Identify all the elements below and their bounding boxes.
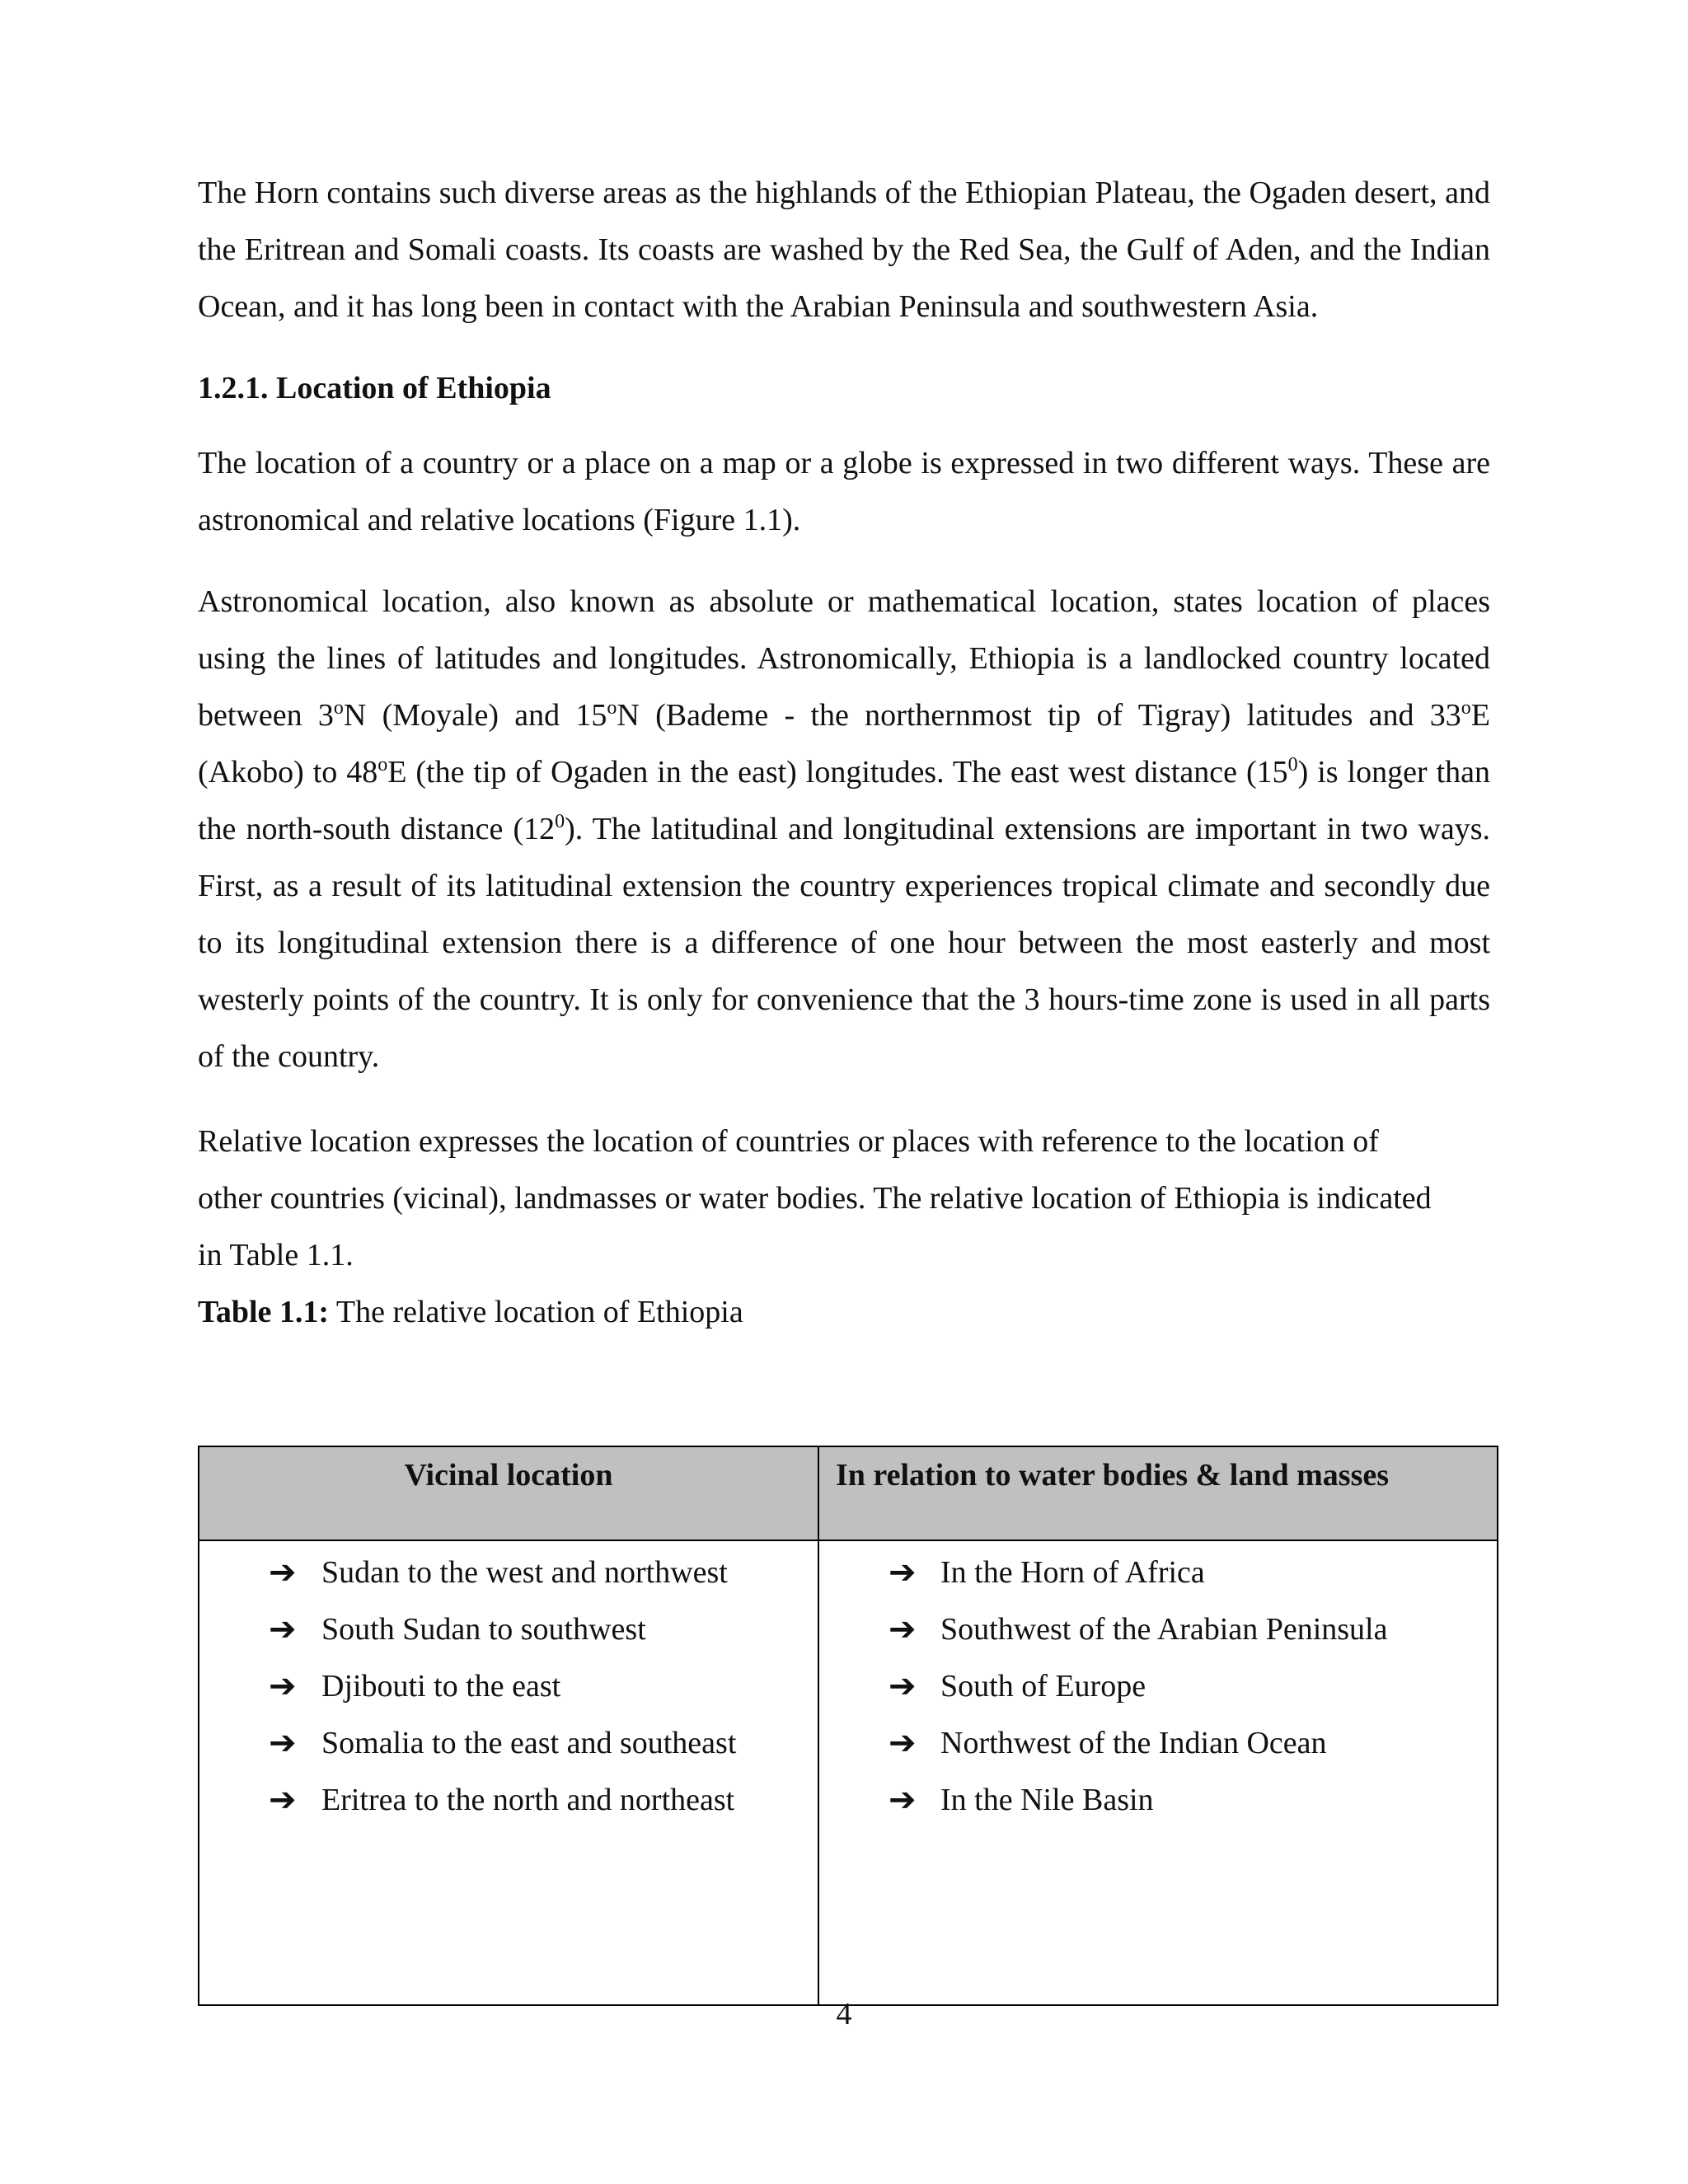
arrow-right-icon: ➔ <box>269 1724 297 1762</box>
degree-sup: 0 <box>555 811 565 832</box>
table-header-row <box>199 1446 1498 1540</box>
list-item: ➔ In the Nile Basin <box>819 1772 1497 1829</box>
arrow-right-icon: ➔ <box>269 1610 297 1648</box>
paragraph-horn: The Horn contains such diverse areas as the highlands of the Ethiopian Plateau, the Ogaden desert, and the Eritrean and Somali coasts. Its coasts are washed by the Red Sea, the Gulf of Aden, and the Indian Ocean, and it has long been in contact with the Arabian Peninsula and southwestern Asia. <box>198 176 1490 324</box>
arrow-right-icon: ➔ <box>269 1667 297 1705</box>
paragraph-relative: Relative location expresses the location of countries or places with reference to the location of other countries (vicinal), landmasses or water bodies. The relative location of Ethiopia is indicated in Table 1.1. <box>198 1124 1432 1272</box>
relative-location-table <box>198 1446 1498 2006</box>
list-item: ➔ Eritrea to the north and northeast <box>199 1772 818 1829</box>
arrow-right-icon: ➔ <box>889 1554 917 1591</box>
list-item: ➔ Somalia to the east and southeast <box>199 1715 818 1772</box>
arrow-right-icon: ➔ <box>889 1781 917 1819</box>
table-caption-text: The relative location of Ethiopia <box>329 1295 743 1329</box>
water-bodies-list <box>819 1544 1497 1829</box>
arrow-right-icon: ➔ <box>889 1667 917 1705</box>
degree-sup: 0 <box>1287 754 1298 776</box>
page-body <box>198 165 1490 1341</box>
list-item: ➔ Djibouti to the east <box>199 1658 818 1715</box>
vicinal-location-cell <box>199 1540 818 2005</box>
section-heading: 1.2.1. Location of Ethiopia <box>198 371 551 405</box>
arrow-right-icon: ➔ <box>889 1610 917 1648</box>
list-item: ➔ Sudan to the west and northwest <box>199 1544 818 1601</box>
list-item: ➔ Southwest of the Arabian Peninsula <box>819 1601 1497 1658</box>
degree-sup: o <box>1461 697 1471 719</box>
list-item: ➔ South of Europe <box>819 1658 1497 1715</box>
table-caption-label: Table 1.1: <box>198 1295 330 1329</box>
vicinal-list <box>199 1544 818 1829</box>
degree-sup: o <box>333 697 344 719</box>
header-vicinal-location: Vicinal location <box>199 1446 818 1540</box>
arrow-right-icon: ➔ <box>889 1724 917 1762</box>
degree-sup: o <box>607 697 617 719</box>
table-row <box>199 1540 1498 2005</box>
page-number: 4 <box>836 1997 852 2032</box>
list-item: ➔ Northwest of the Indian Ocean <box>819 1715 1497 1772</box>
paragraph-location-intro: The location of a country or a place on a map or a globe is expressed in two different ways. These are astronomical and relative locations (Figure 1.1). <box>198 446 1490 537</box>
water-bodies-cell <box>818 1540 1498 2005</box>
degree-sup: o <box>377 754 388 776</box>
arrow-right-icon: ➔ <box>269 1554 297 1591</box>
paragraph-astronomical: Astronomical location, also known as absolute or mathematical location, states location of places using the lines of latitudes and longitudes. Astronomically, Ethiopia is a landlocked country located between 3$^o$N (Moyale) and 15$^o$N (Bademe - the northernmost tip of Tigray) latitudes and 33$^o$E (Akobo) to 48$^o$E (the tip of Ogaden in the east) longitudes. The east west distance $(15^0)$ is longer than the north-south distance $(12^0)$. The latitudinal and longitudinal extensions are important in two ways. First, as a result of its latitudinal extension the country experiences tropical climate and secondly due to its longitudinal extension there is a difference of one hour between the most easterly and most westerly points of the country. It is only for convenience that the 3 hours-time zone is used in all parts of the country. <box>198 584 1490 1074</box>
list-item: ➔ In the Horn of Africa <box>819 1544 1497 1601</box>
table-caption <box>198 1284 1490 1341</box>
arrow-right-icon: ➔ <box>269 1781 297 1819</box>
header-water-bodies-land-masses: In relation to water bodies & land masses <box>818 1446 1498 1540</box>
list-item: ➔ South Sudan to southwest <box>199 1601 818 1658</box>
